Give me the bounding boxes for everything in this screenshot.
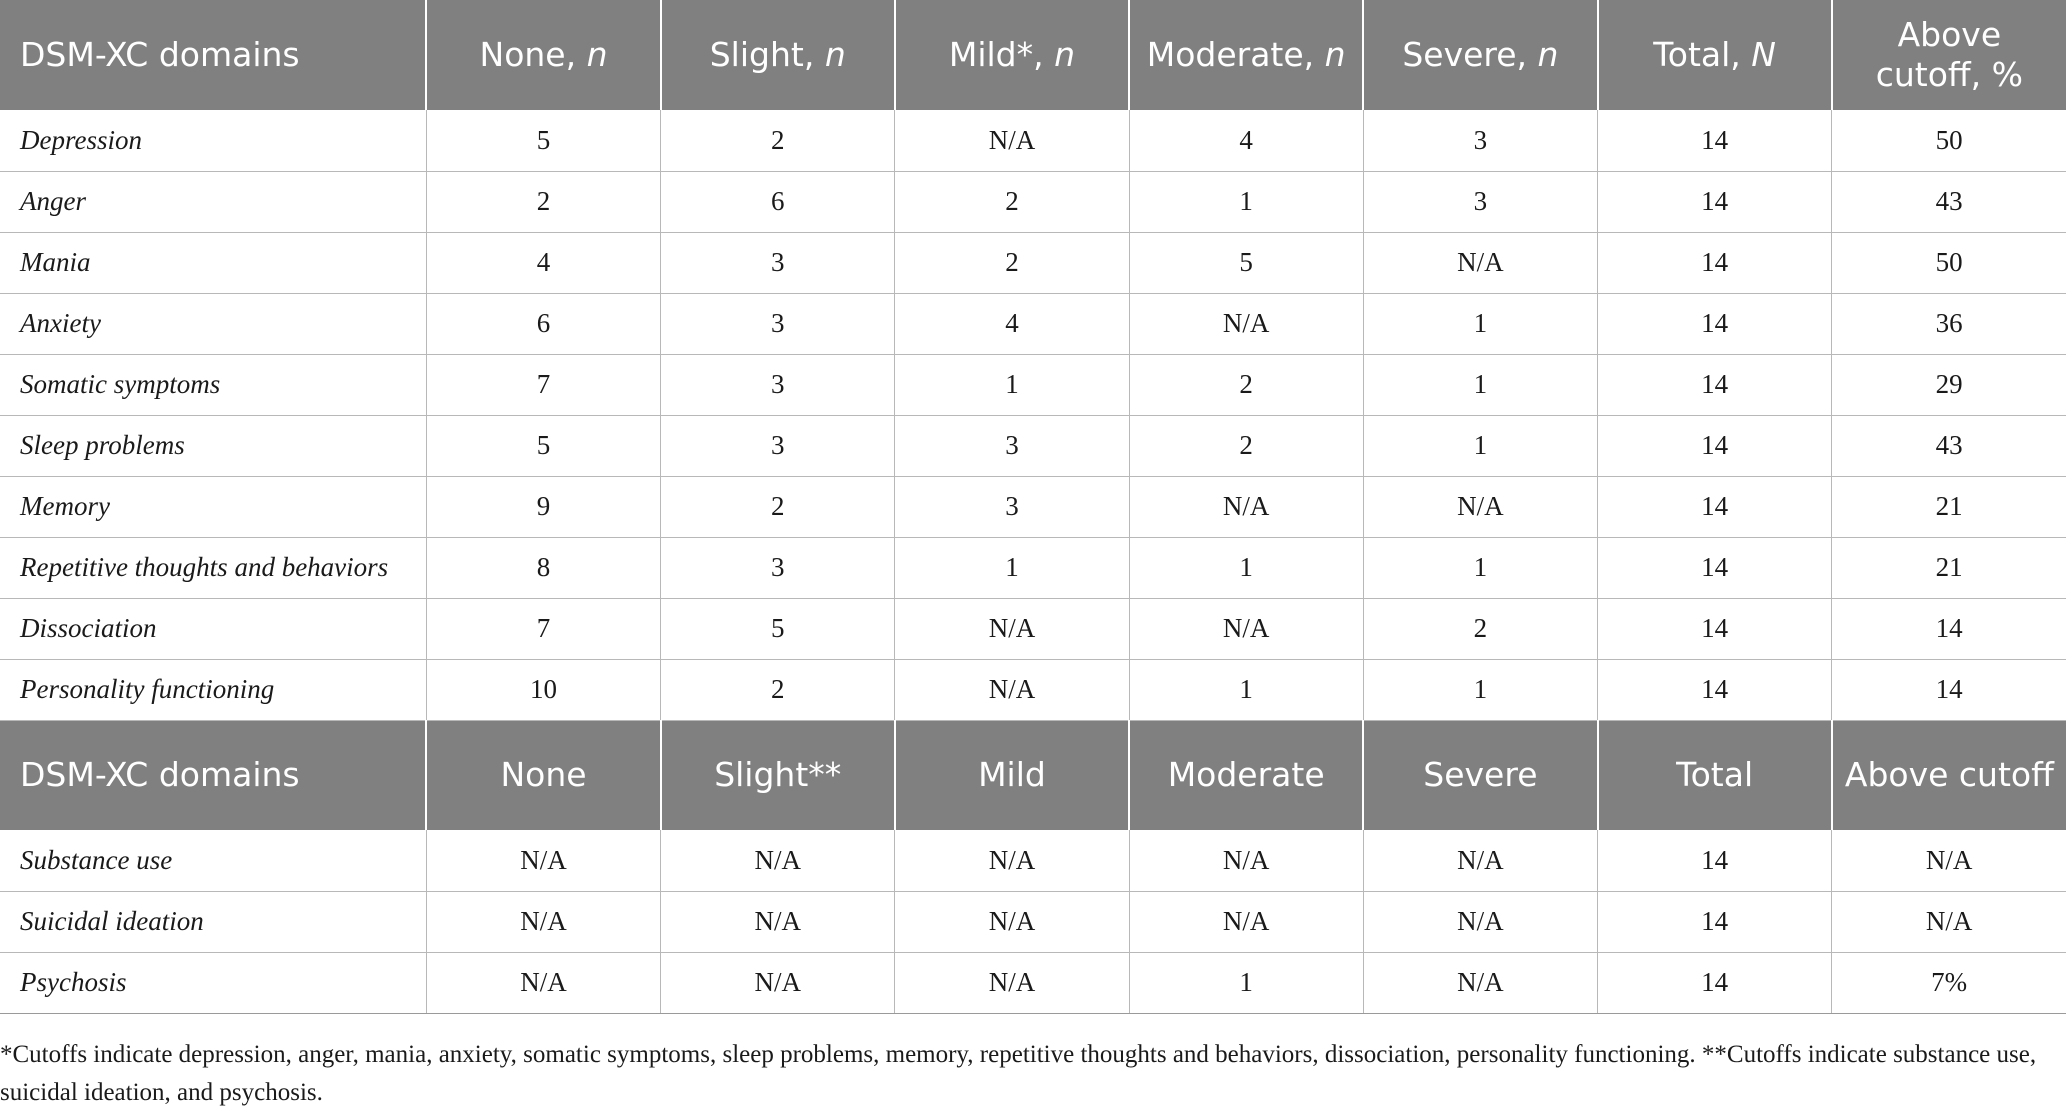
domain-name-cell: Mania [0,232,426,293]
table-row [0,476,2066,537]
value-cell: 14 [1598,476,1832,537]
value-cell: 10 [426,659,660,720]
value-cell: N/A [1363,232,1597,293]
column-header [1363,0,1597,110]
table-row [0,659,2066,720]
table-row [0,232,2066,293]
value-cell: 4 [895,293,1129,354]
value-cell: 14 [1598,232,1832,293]
value-cell: 3 [895,415,1129,476]
value-cell: N/A [426,891,660,952]
value-cell: 1 [1129,537,1363,598]
value-cell: 1 [1129,659,1363,720]
value-cell: 6 [426,293,660,354]
column-header-label: None [500,755,587,795]
column-header [0,0,426,110]
value-cell: 7 [426,354,660,415]
value-cell: 2 [661,659,895,720]
table-footnote: *Cutoffs indicate depression, anger, mania, anxiety, somatic symptoms, sleep problems, memory, repetitive thoughts and behaviors, dissociation, personality functioning. **Cutoffs indicate substance use, suicidal ideation, and psychosis. [0,1041,2037,1106]
value-cell: 14 [1598,537,1832,598]
value-cell: 8 [426,537,660,598]
value-cell: 1 [1363,354,1597,415]
table-row [0,952,2066,1013]
value-cell: 1 [1129,952,1363,1013]
column-header [1832,0,2066,110]
value-cell: 4 [1129,110,1363,171]
column-header-label: Slight** [714,755,842,795]
column-header-symbol: n [1537,35,1559,74]
column-header-symbol: n [824,35,846,74]
value-cell: 14 [1832,659,2066,720]
column-header-label: Severe, [1402,35,1538,74]
value-cell: 5 [661,598,895,659]
value-cell: N/A [895,891,1129,952]
table-row [0,830,2066,891]
table-row [0,171,2066,232]
domain-name-cell: Sleep problems [0,415,426,476]
value-cell: 14 [1598,598,1832,659]
domain-name-cell: Suicidal ideation [0,891,426,952]
table-row [0,891,2066,952]
column-header-label: Mild [978,755,1046,795]
value-cell: 1 [1129,171,1363,232]
value-cell: 3 [661,354,895,415]
value-cell: 1 [895,537,1129,598]
column-header-label: Severe [1423,755,1538,795]
value-cell: N/A [1129,476,1363,537]
value-cell: 6 [661,171,895,232]
column-header [1129,720,1363,830]
value-cell: N/A [1129,293,1363,354]
value-cell: N/A [1363,830,1597,891]
domain-name-cell: Personality functioning [0,659,426,720]
value-cell: 7 [426,598,660,659]
value-cell: N/A [895,830,1129,891]
value-cell: 4 [426,232,660,293]
column-header-label: DSM-XC domains [20,35,300,74]
value-cell: N/A [1129,830,1363,891]
value-cell: 14 [1598,659,1832,720]
column-header-symbol: N [1751,35,1776,74]
value-cell: N/A [895,110,1129,171]
value-cell: N/A [1832,830,2066,891]
value-cell: 43 [1832,415,2066,476]
value-cell: 43 [1832,171,2066,232]
value-cell: 1 [1363,659,1597,720]
value-cell: 2 [661,110,895,171]
column-header-symbol: n [1054,35,1076,74]
column-header [661,0,895,110]
value-cell: 9 [426,476,660,537]
column-header-symbol: n [1324,35,1346,74]
column-header [895,720,1129,830]
value-cell: 36 [1832,293,2066,354]
value-cell: N/A [1363,476,1597,537]
column-header-label: Moderate [1167,755,1325,795]
domain-name-cell: Anxiety [0,293,426,354]
domain-name-cell: Memory [0,476,426,537]
value-cell: N/A [426,830,660,891]
column-header-label: Above cutoff, % [1875,15,2023,94]
table-row [0,537,2066,598]
domain-name-cell: Somatic symptoms [0,354,426,415]
value-cell: 1 [895,354,1129,415]
column-header-label: Above cutoff [1844,755,2054,795]
header-row [0,0,2066,110]
column-header [1832,720,2066,830]
column-header [426,0,660,110]
table-row [0,415,2066,476]
column-header-label: Slight, [709,35,825,74]
table-row [0,293,2066,354]
value-cell: 14 [1598,354,1832,415]
domain-name-cell: Depression [0,110,426,171]
value-cell: 1 [1363,293,1597,354]
column-header [0,720,426,830]
value-cell: 2 [1129,415,1363,476]
value-cell: 5 [426,415,660,476]
value-cell: 1 [1363,537,1597,598]
value-cell: 3 [661,293,895,354]
value-cell: 3 [1363,171,1597,232]
value-cell: 3 [1363,110,1597,171]
value-cell: 2 [895,232,1129,293]
value-cell: N/A [895,952,1129,1013]
value-cell: N/A [661,830,895,891]
column-header-label: Total [1676,755,1754,795]
value-cell: 50 [1832,232,2066,293]
column-header-label: Moderate, [1146,35,1325,74]
value-cell: 1 [1363,415,1597,476]
domain-name-cell: Dissociation [0,598,426,659]
column-header-symbol: n [586,35,608,74]
column-header [661,720,895,830]
value-cell: N/A [1129,891,1363,952]
value-cell: 3 [895,476,1129,537]
value-cell: N/A [661,891,895,952]
value-cell: 14 [1598,293,1832,354]
value-cell: 3 [661,537,895,598]
column-header [1598,0,1832,110]
value-cell: N/A [895,659,1129,720]
value-cell: 21 [1832,537,2066,598]
value-cell: N/A [1832,891,2066,952]
value-cell: 14 [1598,952,1832,1013]
value-cell: 3 [661,415,895,476]
value-cell: 5 [426,110,660,171]
value-cell: N/A [661,952,895,1013]
domain-name-cell: Substance use [0,830,426,891]
value-cell: 21 [1832,476,2066,537]
value-cell: N/A [1129,598,1363,659]
value-cell: N/A [426,952,660,1013]
value-cell: 2 [1129,354,1363,415]
table-row [0,354,2066,415]
column-header [1363,720,1597,830]
value-cell: 2 [895,171,1129,232]
table-row [0,598,2066,659]
column-header-label: None, [479,35,587,74]
column-header-label: Total, [1653,35,1752,74]
column-header [1598,720,1832,830]
table-row [0,110,2066,171]
header-row [0,720,2066,830]
value-cell: 5 [1129,232,1363,293]
value-cell: N/A [1363,952,1597,1013]
value-cell: 14 [1832,598,2066,659]
column-header [895,0,1129,110]
column-header-label: DSM-XC domains [20,755,300,795]
domain-name-cell: Anger [0,171,426,232]
value-cell: N/A [895,598,1129,659]
value-cell: 3 [661,232,895,293]
value-cell: 50 [1832,110,2066,171]
value-cell: 14 [1598,171,1832,232]
value-cell: 14 [1598,891,1832,952]
column-header [1129,0,1363,110]
value-cell: 14 [1598,415,1832,476]
value-cell: 7% [1832,952,2066,1013]
column-header [426,720,660,830]
value-cell: 29 [1832,354,2066,415]
value-cell: 14 [1598,830,1832,891]
value-cell: 2 [426,171,660,232]
value-cell: 2 [1363,598,1597,659]
domain-name-cell: Psychosis [0,952,426,1013]
column-header-label: Mild*, [948,35,1055,74]
domain-name-cell: Repetitive thoughts and behaviors [0,537,426,598]
value-cell: 14 [1598,110,1832,171]
value-cell: 2 [661,476,895,537]
value-cell: N/A [1363,891,1597,952]
